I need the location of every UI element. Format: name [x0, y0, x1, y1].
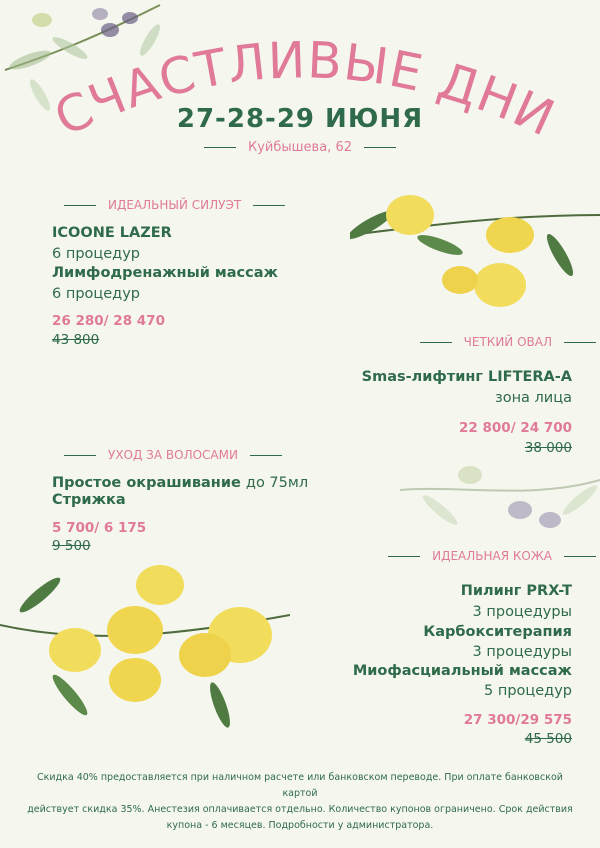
service-name: Простое окрашивание [52, 475, 241, 491]
section-heading-skin: ИДЕАЛЬНАЯ КОЖА [376, 549, 600, 563]
terms-line: действует скидка 35%. Анестезия оплачивается отдельно. Количество купонов ограничено. Срок действия [27, 804, 573, 815]
service-detail: 5 процедур [484, 683, 572, 699]
original-price: 38 000 [524, 440, 572, 456]
service-detail: до 75мл [245, 475, 309, 491]
original-price: 9 500 [52, 538, 91, 554]
address: Куйбышева, 62 [0, 140, 600, 155]
service-detail: 6 процедур [52, 286, 140, 302]
service-name: ICOONE LAZER [52, 225, 172, 241]
service-detail: 3 процедуры [472, 604, 572, 620]
svg-text:СЧАСТЛИВЫЕ ДНИ: СЧАСТЛИВЫЕ ДНИ [45, 31, 564, 148]
original-price: 45 500 [524, 731, 572, 747]
page-title [0, 0, 600, 200]
service-name: Лимфодренажный массаж [52, 265, 278, 281]
section-heading-hair: УХОД ЗА ВОЛОСАМИ [52, 448, 294, 462]
service-detail: 6 процедур [52, 246, 140, 262]
olive-branch-right [400, 450, 600, 545]
service-name: Стрижка [52, 492, 126, 508]
section-heading-silhouette: ИДЕАЛЬНЫЙ СИЛУЭТ [52, 198, 297, 212]
lemon-branch-left [0, 555, 290, 755]
terms-line: купона - 6 месяцев. Подробности у администратора. [166, 820, 434, 831]
discount-price: 27 300/29 575 [463, 712, 572, 728]
section-heading-oval: ЧЕТКИЙ ОВАЛ [408, 335, 600, 349]
service-detail: зона лица [494, 390, 572, 406]
terms-footer [20, 770, 580, 834]
service-name: Пилинг PRX-T [460, 583, 572, 599]
discount-price: 26 280/ 28 470 [52, 313, 165, 329]
lemon-branch-right [350, 185, 600, 320]
service-name: Smas-лифтинг LIFTERA-A [361, 369, 572, 385]
service-detail: 3 процедуры [472, 644, 572, 660]
discount-price: 22 800/ 24 700 [459, 420, 572, 436]
service-name: Миофасциальный массаж [352, 663, 572, 679]
service-line [52, 472, 308, 491]
terms-line: Скидка 40% предоставляется при наличном расчете или банковском переводе. При оплате банковской картой [37, 772, 563, 799]
event-dates: 27-28-29 ИЮНЯ [176, 104, 424, 134]
service-name: Карбокситерапия [423, 624, 572, 640]
original-price: 43 800 [52, 332, 100, 348]
discount-price: 5 700/ 6 175 [52, 520, 147, 536]
